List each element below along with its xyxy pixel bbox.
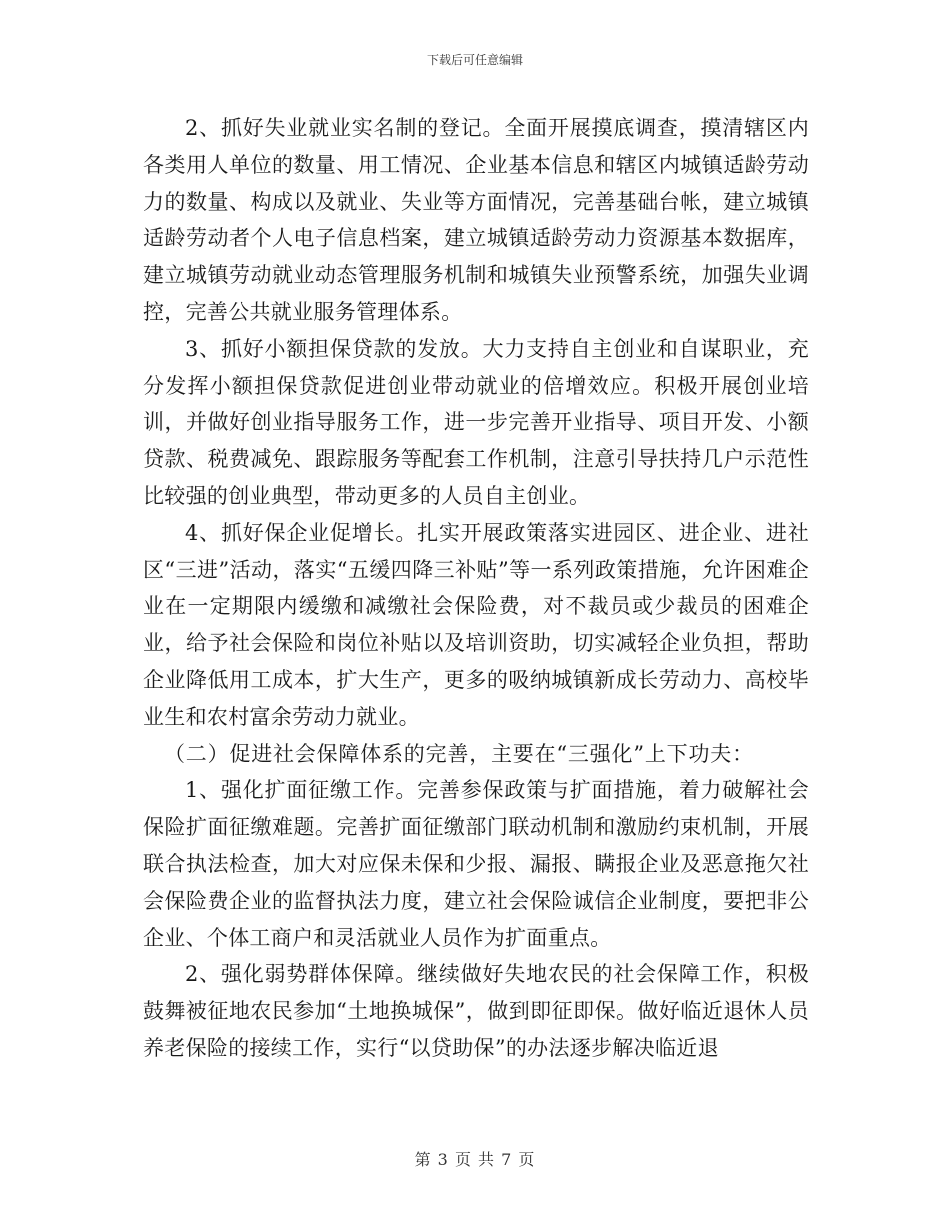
paragraph-small-loans: 3、抓好小额担保贷款的发放。大力支持自主创业和自谋职业，充分发挥小额担保贷款促进创业带动就业的倍增效应。积极开展创业培训，并做好创业指导服务工作，进一步完善开业指导、项目开发、小额贷款、税费减免、跟踪服务等配套工作机制，注意引导扶持几户示范性比较强的创业典型，带动更多的人员自主创业。 [143, 336, 809, 508]
footer-middle: 页 共 [454, 1150, 496, 1169]
paragraph-expand-collection: 1、强化扩面征缴工作。完善参保政策与扩面措施，着力破解社会保险扩面征缴难题。完善扩面征缴部门联动机制和激励约束机制，开展联合执法检查，加大对应保未保和少报、漏报、瞒报企业及恶意拖欠社会保险费企业的监督执法力度，建立社会保险诚信企业制度，要把非公企业、个体工商户和灵活就业人员作为扩面重点。 [143, 778, 809, 950]
footer-prefix: 第 [414, 1150, 432, 1169]
page-header: 下载后可任意编辑 [426, 53, 523, 67]
paragraph-unemployment-registration: 2、抓好失业就业实名制的登记。全面开展摸底调查，摸清辖区内各类用人单位的数量、用工情况、企业基本信息和辖区内城镇适龄劳动力的数量、构成以及就业、失业等方面情况，完善基础台帐，建立城镇适龄劳动者个人电子信息档案，建立城镇适龄劳动力资源基本数据库，建立城镇劳动就业动态管理服务机制和城镇失业预警系统，加强失业调控，完善公共就业服务管理体系。 [143, 116, 809, 324]
paragraph-enterprise-growth: 4、抓好保企业促增长。扎实开展政策落实进园区、进企业、进社区“三进”活动，落实“五缓四降三补贴”等一系列政策措施，允许困难企业在一定期限内缓缴和减缴社会保险费，对不裁员或少裁员的困难企业，给予社会保险和岗位补贴以及培训资助，切实减轻企业负担，帮助企业降低用工成本，扩大生产，更多的吸纳城镇新成长劳动力、高校毕业生和农村富余劳动力就业。 [143, 520, 809, 729]
document-body [143, 110, 809, 1067]
section-heading-social-security: （二）促进社会保障体系的完善，主要在“三强化”上下功夫： [164, 741, 754, 766]
footer-total-pages: 7 [501, 1150, 513, 1169]
paragraph-vulnerable-groups: 2、强化弱势群体保障。继续做好失地农民的社会保障工作，积极鼓舞被征地农民参加“土地换城保”，做到即征即保。做好临近退休人员养老保险的接续工作，实行“以贷助保”的办法逐步解决临近退 [143, 962, 809, 1060]
footer-page-number: 3 [437, 1150, 449, 1169]
footer-suffix: 页 [518, 1150, 536, 1169]
page-footer [0, 1150, 950, 1170]
